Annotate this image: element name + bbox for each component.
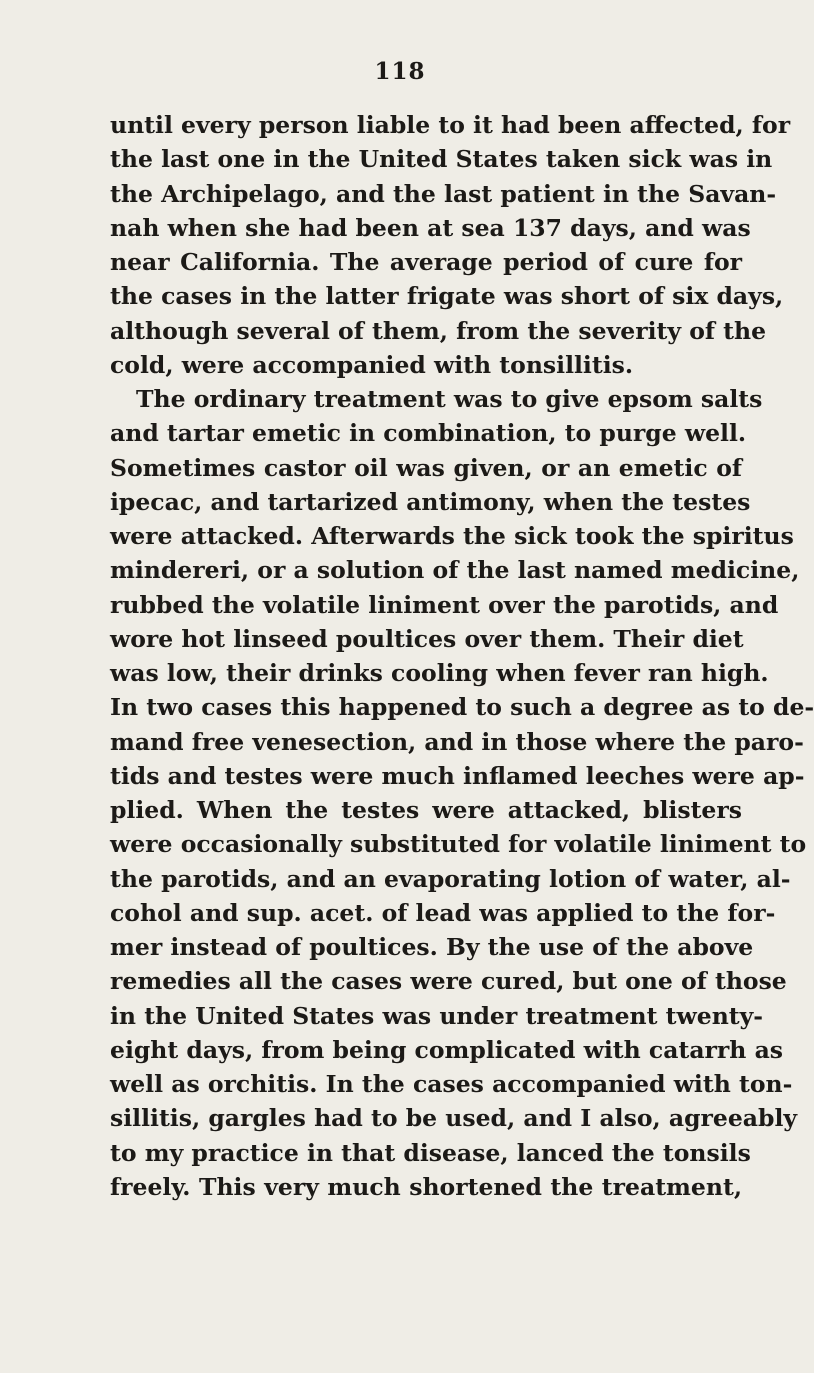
text-line: remedies all the cases were cured, but one of those bbox=[110, 967, 787, 996]
text-line: mand free venesection, and in those where the paro- bbox=[110, 727, 804, 756]
text-line: ipecac, and tartarized antimony, when the testes bbox=[110, 487, 751, 516]
text-line: cold, were accompanied with tonsillitis. bbox=[110, 350, 634, 379]
text-line: the cases in the latter frigate was short of six days, bbox=[110, 282, 784, 311]
paragraph-start-line: The ordinary treatment was to give epsom salts bbox=[136, 385, 763, 413]
text-line: plied. When the testes were attacked, blisters bbox=[110, 796, 742, 824]
text-line: well as orchitis. In the cases accompanied with ton- bbox=[110, 1070, 793, 1098]
body-text bbox=[110, 108, 814, 1204]
text-line: mindereri, or a solution of the last named medicine, bbox=[110, 556, 800, 585]
text-line: to my practice in that disease, lanced the tonsils bbox=[110, 1138, 751, 1167]
text-line: cohol and sup. acet. of lead was applied to the for- bbox=[110, 898, 776, 927]
text-line: Sometimes castor oil was given, or an emetic of bbox=[110, 453, 742, 482]
text-line: nah when she had been at sea 137 days, and was bbox=[110, 213, 751, 242]
text-line: In two cases this happened to such a degree as to de- bbox=[110, 693, 814, 722]
page-number: 118 bbox=[374, 58, 426, 85]
text-line: tids and testes were much inflamed leeches were ap- bbox=[110, 761, 805, 790]
text-line: wore hot linseed poultices over them. Their diet bbox=[110, 624, 744, 653]
text-line: the parotids, and an evaporating lotion of water, al- bbox=[110, 864, 791, 893]
text-line: near California. The average period of cure for bbox=[110, 248, 742, 276]
text-line: rubbed the volatile liniment over the parotids, and bbox=[110, 590, 779, 619]
text-line: eight days, from being complicated with catarrh as bbox=[110, 1035, 784, 1064]
text-line: in the United States was under treatment twenty- bbox=[110, 1001, 764, 1030]
text-line: freely. This very much shortened the treatment, bbox=[110, 1172, 742, 1201]
text-line: and tartar emetic in combination, to purge well. bbox=[110, 419, 747, 448]
text-line: were occasionally substituted for volatile liniment to bbox=[110, 830, 807, 859]
text-line: the last one in the United States taken sick was in bbox=[110, 145, 773, 174]
text-line: were attacked. Afterwards the sick took the spiritus bbox=[110, 522, 794, 550]
text-line: until every person liable to it had been affected, for bbox=[110, 111, 791, 139]
text-line: mer instead of poultices. By the use of the above bbox=[110, 933, 754, 961]
text-line: the Archipelago, and the last patient in the Savan- bbox=[110, 179, 777, 208]
text-line: sillitis, gargles had to be used, and I also, agreeably bbox=[110, 1104, 798, 1133]
text-line: although several of them, from the severity of the bbox=[110, 316, 767, 345]
text-line: was low, their drinks cooling when fever ran high. bbox=[110, 659, 769, 687]
